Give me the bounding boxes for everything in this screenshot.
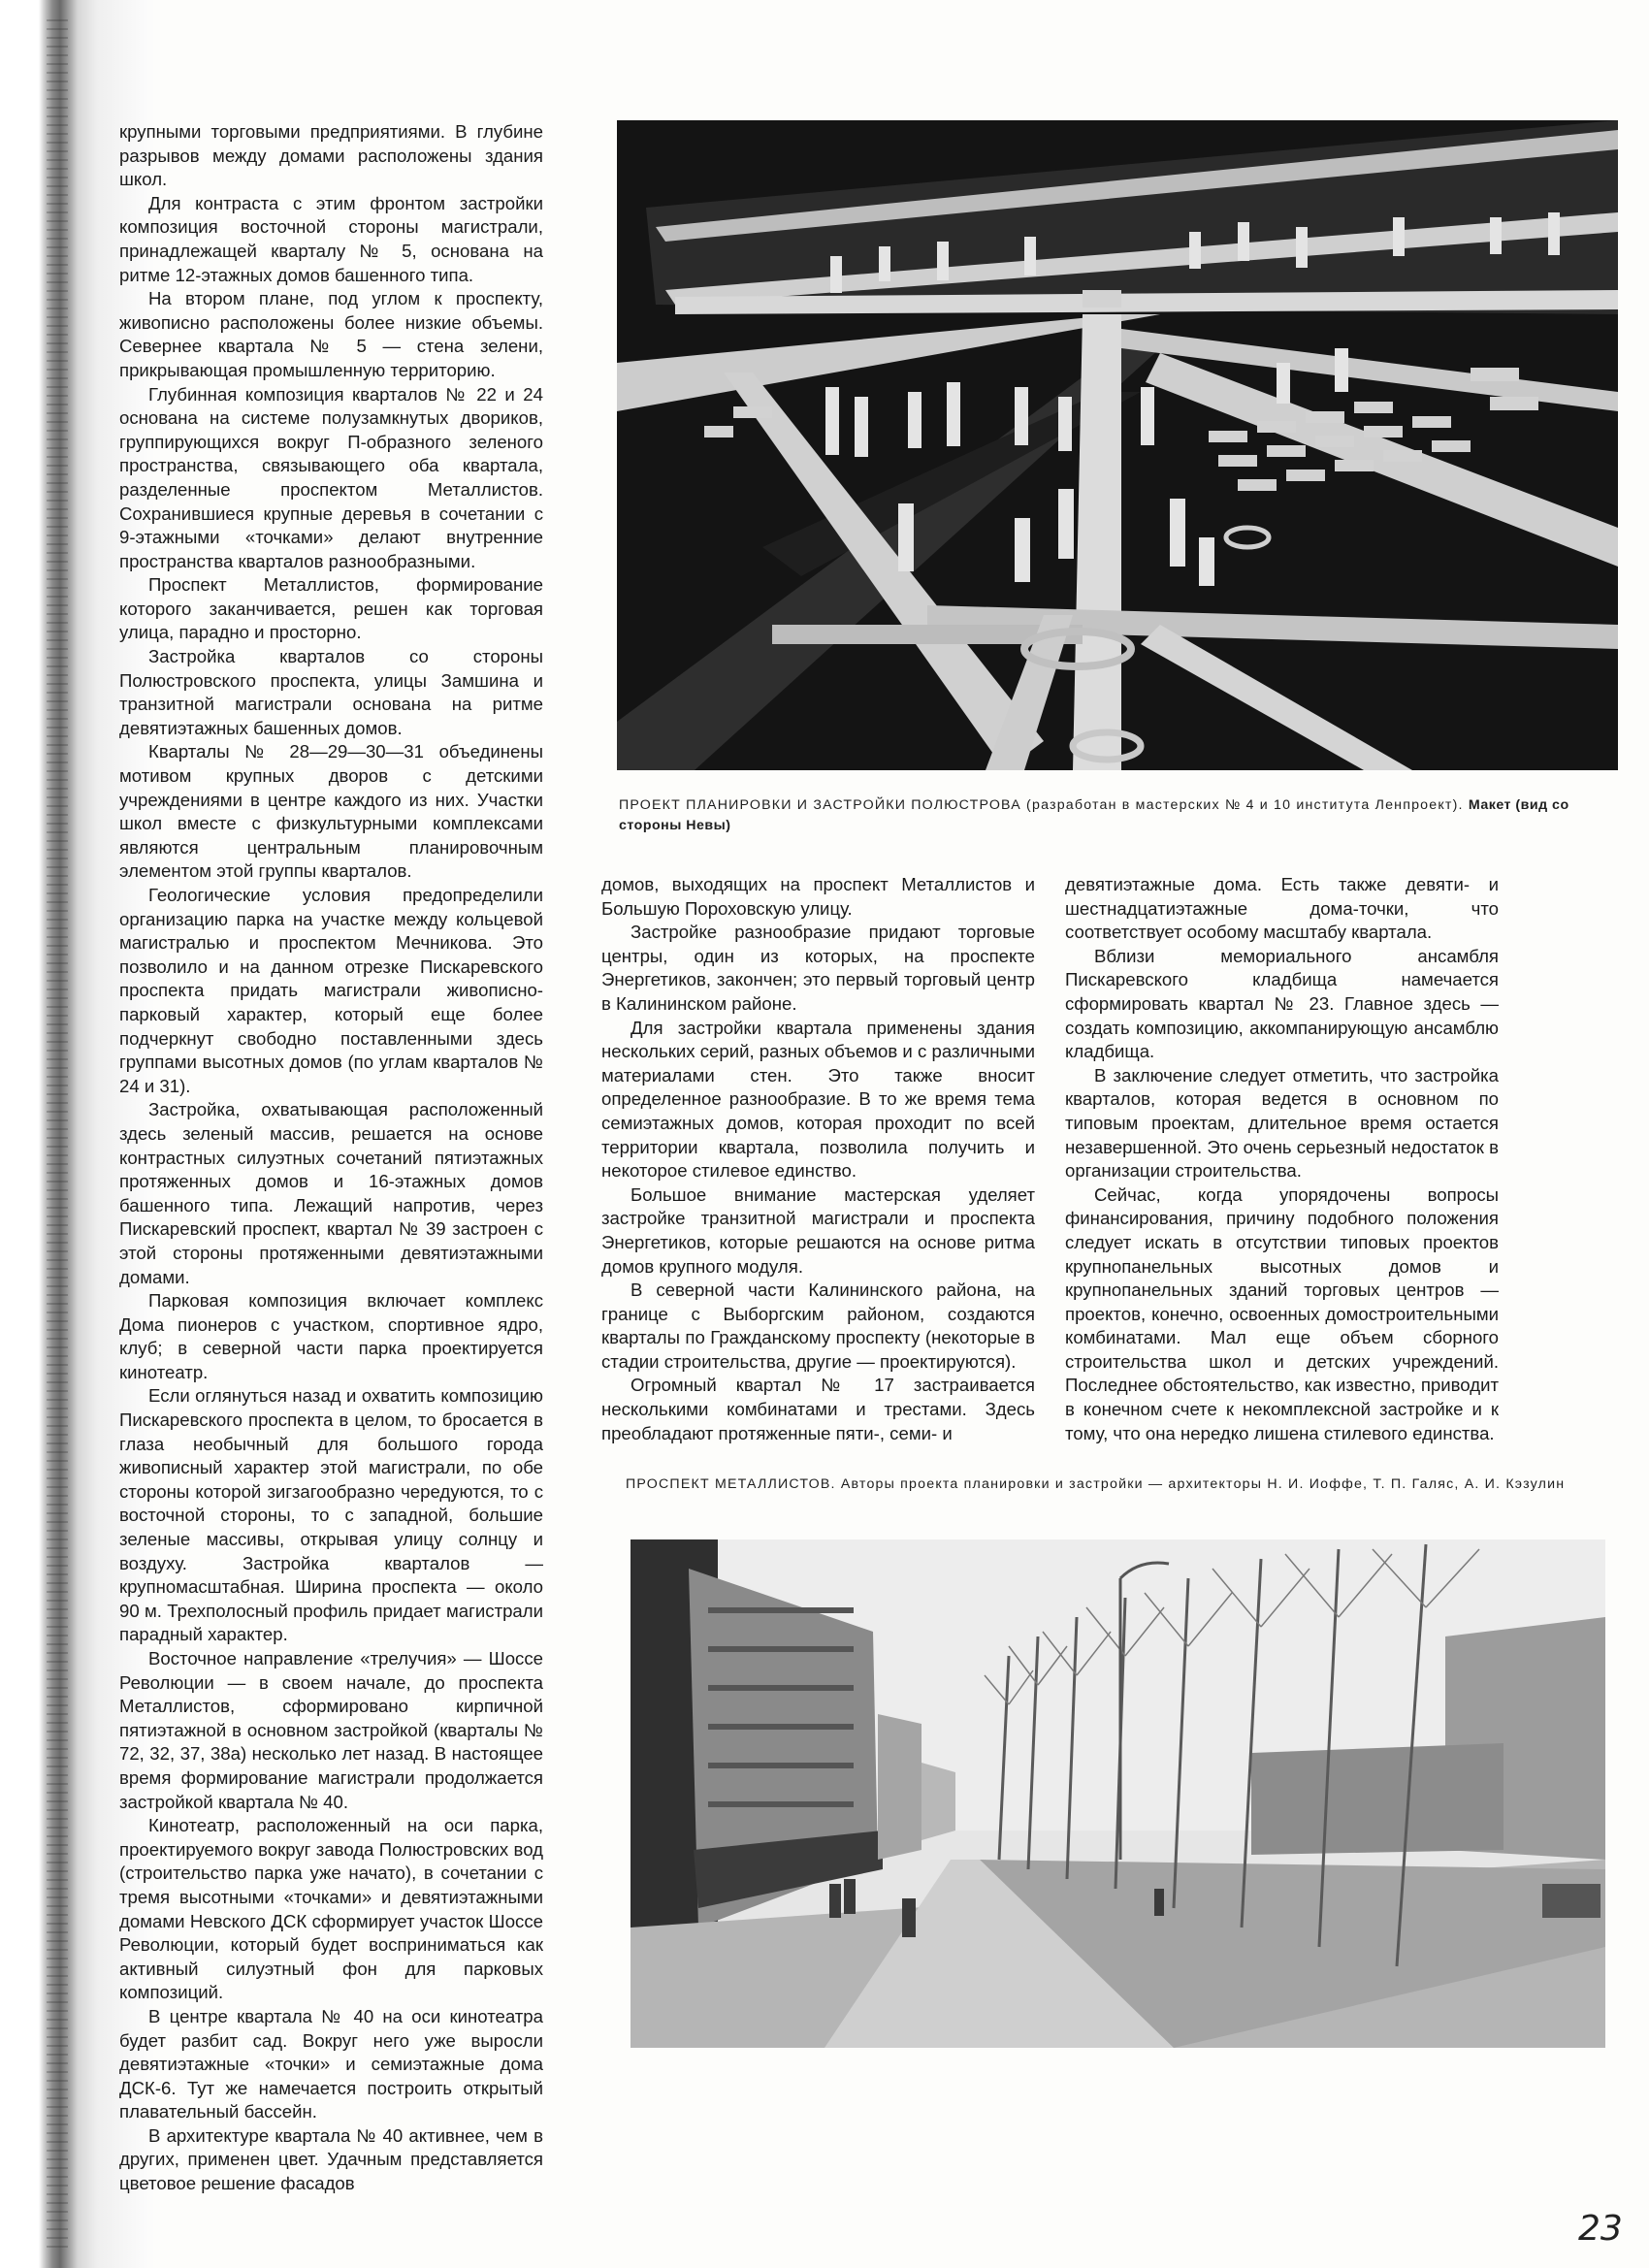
paragraph: крупными торговыми предприятиями. В глубине разрывов между домами расположены здания школ. — [119, 121, 543, 190]
paragraph: Кинотеатр, расположенный на оси парка, проектируемого вокруг завода Полюстровских вод (строительство парка уже начато), в сочетании с тремя высотными «точками» и девятиэтажными домами Невского ДСК сформирует участок Шоссе Революции, который будет восприниматься как активный силуэтный фон для парковых композиций. — [119, 1815, 543, 2003]
paragraph: В заключение следует отметить, что застройка кварталов, которая ведется в основном по типовым проектам, длительное время остается незавершенной. Это очень серьезный недостаток в организации строительства. — [1065, 1064, 1499, 1182]
text-column-left — [119, 120, 543, 2194]
street-photo-metallistov — [630, 1539, 1605, 2048]
model-photo-polyustrovo — [617, 120, 1618, 770]
paragraph: В архитектуре квартала № 40 активнее, чем в других, применен цвет. Удачным представляется цветовое решение фасадов — [119, 2124, 543, 2194]
text-column-middle — [601, 873, 1035, 1443]
paragraph: Застройка, охватывающая расположенный здесь зеленый массив, решается на основе контрастных силуэтных сочетаний пятиэтажных протяженных домов и 16-этажных домов башенного типа. Лежащий напротив, через Пискаревский проспект, квартал № 39 застроен с этой стороны протяженными девятиэтажными домами. — [119, 1099, 543, 1287]
caption-text: ПРОЕКТ ПЛАНИРОВКИ И ЗАСТРОЙКИ ПОЛЮСТРОВА (разработан в мастерских № 4 и 10 института Ленпроект). — [619, 797, 1464, 813]
street-photo-illustration — [630, 1539, 1605, 2048]
paragraph: Застройке разнообразие придают торговые центры, один из которых, на проспекте Энергетиков, закончен; это первый торговый центр в Калининском районе. — [601, 922, 1035, 1014]
paragraph: Восточное направление «трелучия» — Шоссе Революции — в своем начале, до проспекта Металлистов, сформировано кирпичной пятиэтажной в основном застройкой (кварталы № 72, 32, 37, 38а) несколько лет назад. В настоящее время формирование магистрали продолжается застройкой квартала № 40. — [119, 1648, 543, 1812]
paragraph: Огромный квартал № 17 застраивается несколькими комбинатами и трестами. Здесь преобладают протяженные пяти-, семи- и — [601, 1375, 1035, 1443]
scan-binding-holes — [47, 19, 68, 2251]
paragraph: Застройка кварталов со стороны Полюстровского проспекта, улицы Замшина и транзитной магистрали основана на ритме девятиэтажных башенных домов. — [119, 646, 543, 738]
paragraph: Большое внимание мастерская уделяет застройке транзитной магистрали и проспекта Энергетиков, которые решаются на основе ритма домов крупного модуля. — [601, 1183, 1035, 1277]
paragraph: Глубинная композиция кварталов № 22 и 24 основана на системе полузамкнутых двориков, группирующихся вокруг П-образного зеленого пространства, связывающего оба квартала, разделенные проспектом Металлистов. Сохранившиеся крупные деревья в сочетании с 9-этажными «точками» делают внутренние пространства кварталов разнообразными. — [119, 383, 543, 571]
paragraph: Сейчас, когда упорядочены вопросы финансирования, причину подобного положения следует искать в отсутствии типовых проектов крупнопанельных высотных домов и крупнопанельных зданий торговых центров — проектов, конечно, освоенных домостроительными комбинатами. Мал еще объем сборного строительства школ и детских учреждений. Последнее обстоятельство, как известно, приводит в конечном счете к некомплексной застройке и к тому, что она нередко лишена стилевого единства. — [1065, 1183, 1499, 1443]
paragraph: Геологические условия предопределили организацию парка на участке между кольцевой магистралью и проспектом Мечникова. Это позволило и на данном отрезке Пискаревского проспекта придать магистрали живописно-парковый характер, который еще более подчеркнут свободно поставленными здесь группами высотных домов (по углам кварталов № 24 и 31). — [119, 885, 543, 1096]
paragraph: Вблизи мемориального ансамбля Пискаревского кладбища намечается сформировать квартал № 23. Главное здесь — создать композицию, аккомпанирующую ансамблю кладбища. — [1065, 945, 1499, 1062]
page-number: 23 — [1578, 2209, 1623, 2249]
caption-model-photo — [619, 795, 1608, 836]
paragraph: Кварталы № 28—29—30—31 объединены мотивом крупных дворов с детскими учреждениями в центре каждого из них. Участки школ вместе с физкультурными комплексами являются центральным планировочным элементом этой группы кварталов. — [119, 741, 543, 882]
text-column-right — [1065, 873, 1499, 1443]
paragraph: На втором плане, под углом к проспекту, живописно расположены более низкие объемы. Севернее квартала № 5 — стена зелени, прикрывающая промышленную территорию. — [119, 288, 543, 380]
paragraph: Проспект Металлистов, формирование которого заканчивается, решен как торговая улица, парадно и просторно. — [119, 574, 543, 643]
paragraph: домов, выходящих на проспект Металлистов и Большую Пороховскую улицу. — [601, 874, 1035, 919]
paragraph: Для застройки квартала применены здания нескольких серий, разных объемов и с различными материалами стен. Это также вносит определенное разнообразие. В то же время тема семиэтажных домов, которая проходит по всей территории квартала, позволила получить и некоторое стилевое единство. — [601, 1017, 1035, 1182]
caption-street-photo: ПРОСПЕКТ МЕТАЛЛИСТОВ. Авторы проекта планировки и застройки — архитекторы Н. И. Иоффе, Т. П. Галяс, А. И. Кэзулин — [626, 1476, 1566, 1492]
paragraph: Для контраста с этим фронтом застройки композиция восточной стороны магистрали, принадлежащей кварталу № 5, основана на ритме 12-этажных домов башенного типа. — [119, 192, 543, 285]
paragraph: девятиэтажные дома. Есть также девяти- и шестнадцатиэтажные дома-точки, что соответствует особому масштабу квартала. — [1065, 874, 1499, 943]
model-photo-illustration — [617, 120, 1618, 770]
caption-bold-text: Макет (вид со стороны Невы) — [619, 797, 1569, 833]
paragraph: Если оглянуться назад и охватить композицию Пискаревского проспекта в целом, то бросается в глаза необычный для большого города живописный характер этой магистрали, по обе стороны которой зигзагообразно чередуются, то с восточной стороны, то с западной, большие зеленые массивы, открывая улицу солнцу и воздуху. Застройка кварталов — крупномасштабная. Ширина проспекта — около 90 м. Трехполосный профиль придает магистрали парадный характер. — [119, 1385, 543, 1645]
paragraph: В северной части Калининского района, на границе с Выборгским районом, создаются кварталы по Гражданскому проспекту (некоторые в стадии строительства, другие — проектируются). — [601, 1280, 1035, 1372]
paragraph: Парковая композиция включает комплекс Дома пионеров с участком, спортивное ядро, клуб; в северной части парка проектируется кинотеатр. — [119, 1290, 543, 1382]
paragraph: В центре квартала № 40 на оси кинотеатра будет разбит сад. Вокруг него уже выросли девятиэтажные «точки» и семиэтажные дома ДСК-6. Тут же намечается построить открытый плавательный бассейн. — [119, 2005, 543, 2122]
